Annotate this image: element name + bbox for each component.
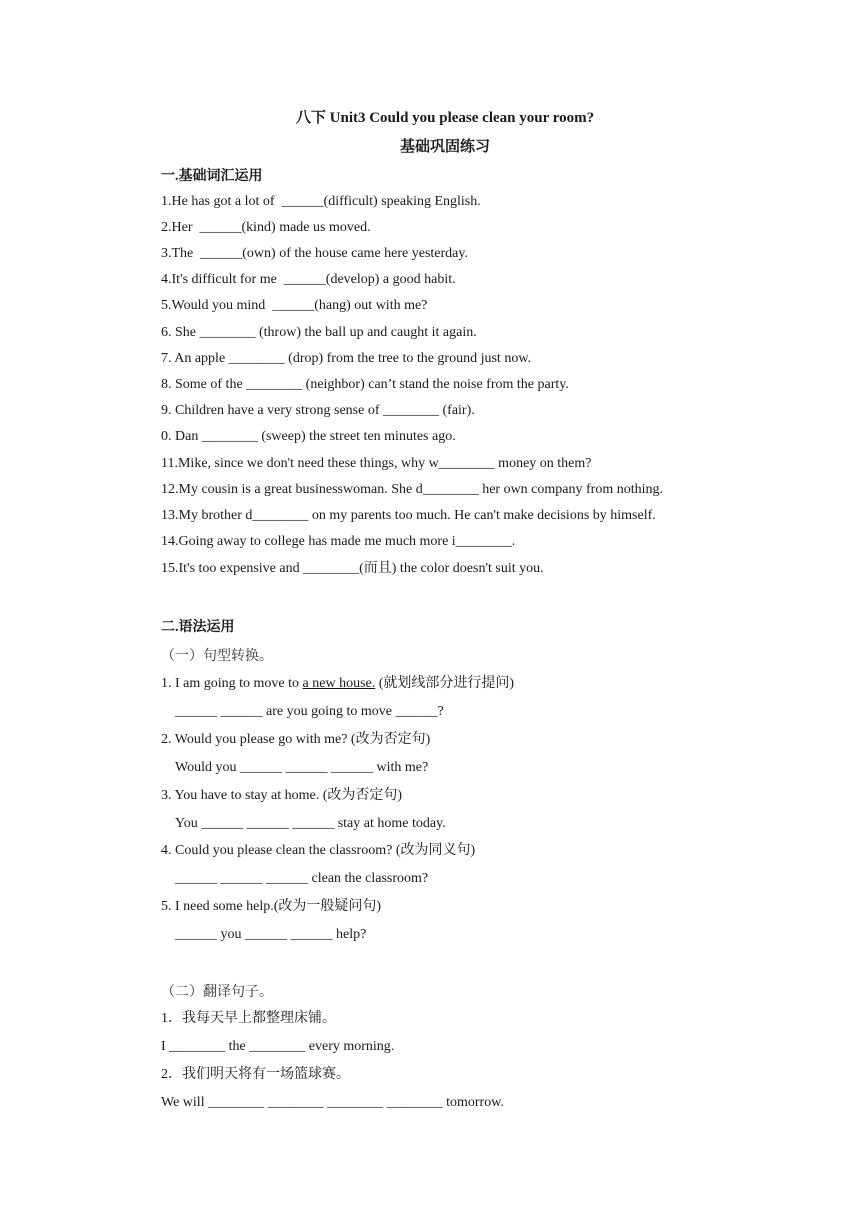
q1-text: 1. I am going to move to	[161, 676, 303, 691]
transform-question-1	[161, 675, 514, 693]
transform-answer-3: You ______ ______ ______ stay at home today.	[175, 816, 446, 831]
vocab-item: 6. She ________ (throw) the ball up and caught it again.	[161, 325, 477, 340]
translate-question-2: 2．我们明天将有一场篮球赛。	[161, 1067, 350, 1082]
q1-instruction: (就划线部分进行提问)	[375, 676, 515, 691]
vocab-item: 12.My cousin is a great businesswoman. She d________ her own company from nothing.	[161, 482, 663, 497]
vocab-item: 15.It's too expensive and ________(而且) the color doesn't suit you.	[161, 561, 544, 576]
worksheet-title: 八下 Unit3 Could you please clean your room?	[295, 110, 595, 126]
transform-question-5: 5. I need some help.(改为一般疑问句)	[161, 899, 382, 914]
transform-question-4: 4. Could you please clean the classroom? (改为同义句)	[161, 843, 476, 858]
q1-underlined-phrase: a new house.	[302, 676, 376, 691]
subsection-sentence-transform: （一）句型转换。	[161, 649, 273, 664]
transform-answer-2: Would you ______ ______ ______ with me?	[175, 760, 429, 775]
translate-question-1: 1．我每天早上都整理床铺。	[161, 1011, 336, 1026]
subsection-translation: （二）翻译句子。	[161, 985, 273, 1000]
section-grammar-heading: 二.语法运用	[161, 620, 235, 635]
transform-answer-5: ______ you ______ ______ help?	[175, 927, 367, 942]
vocab-item: 9. Children have a very strong sense of ________ (fair).	[161, 403, 475, 418]
vocab-item: 13.My brother d________ on my parents too much. He can't make decisions by himself.	[161, 508, 656, 523]
vocab-item: 5.Would you mind ______(hang) out with me?	[161, 298, 428, 313]
transform-answer-4: ______ ______ ______ clean the classroom?	[175, 871, 429, 886]
transform-answer-1: ______ ______ are you going to move ______?	[175, 704, 444, 719]
transform-question-2: 2. Would you please go with me? (改为否定句)	[161, 732, 431, 747]
vocab-item: 7. An apple ________ (drop) from the tree to the ground just now.	[161, 351, 532, 366]
vocab-item: 14.Going away to college has made me much more i________.	[161, 534, 516, 549]
worksheet-subtitle: 基础巩固练习	[399, 139, 490, 155]
translate-answer-1: I ________ the ________ every morning.	[161, 1039, 395, 1054]
vocab-item: 0. Dan ________ (sweep) the street ten minutes ago.	[161, 429, 456, 444]
vocab-item: 2.Her ______(kind) made us moved.	[161, 220, 371, 235]
transform-question-3: 3. You have to stay at home. (改为否定句)	[161, 788, 403, 803]
vocab-item: 3.The ______(own) of the house came here yesterday.	[161, 246, 468, 261]
vocab-item: 11.Mike, since we don't need these things, why w________ money on them?	[161, 456, 592, 471]
vocab-item: 8. Some of the ________ (neighbor) can’t stand the noise from the party.	[161, 377, 569, 392]
section-vocabulary-heading: 一.基础词汇运用	[161, 169, 263, 184]
vocab-item: 4.It's difficult for me ______(develop) a good habit.	[161, 272, 456, 287]
vocab-item: 1.He has got a lot of ______(difficult) speaking English.	[161, 194, 481, 209]
translate-answer-2: We will ________ ________ ________ ________ tomorrow.	[161, 1095, 504, 1110]
